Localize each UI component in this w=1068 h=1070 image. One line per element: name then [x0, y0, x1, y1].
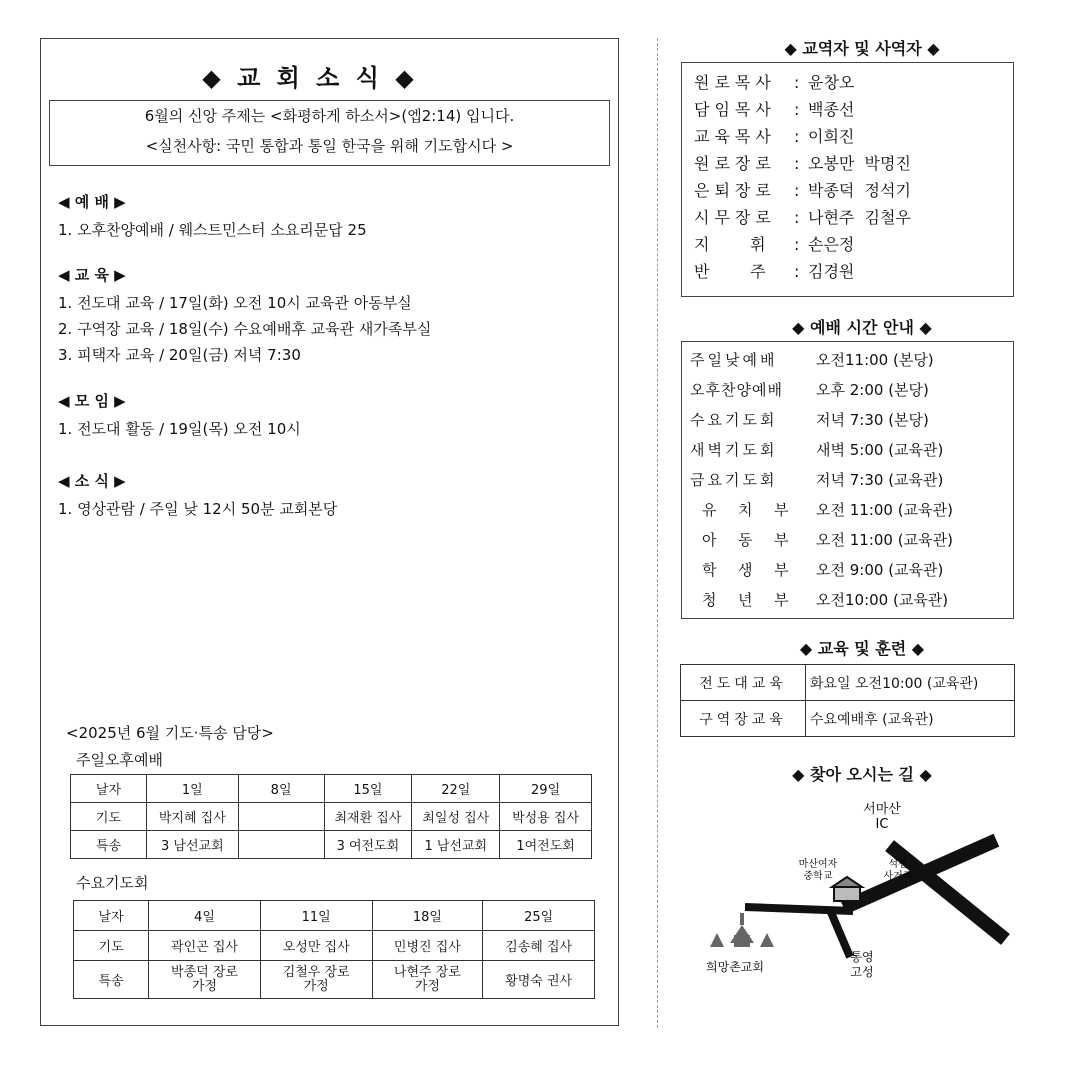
- table-cell: 22일: [412, 775, 500, 803]
- staff-row: [694, 150, 1013, 177]
- section-title-news: ◀ 소 식 ▶: [58, 472, 126, 490]
- table-cell: 1여전도회: [500, 831, 592, 859]
- table-cell: 18일: [372, 901, 483, 931]
- service-name: 금요기도회: [690, 470, 778, 489]
- table-row: [690, 404, 953, 434]
- staff-colon: :: [794, 262, 800, 281]
- service-name: 수요기도회: [690, 410, 778, 429]
- staff-role: 반 주: [694, 262, 766, 281]
- service-name: 유 치 부: [702, 500, 793, 519]
- sunday-label: 주일오후예배: [76, 751, 163, 769]
- map-label-south: 통영 고성: [850, 950, 874, 979]
- worship-times-title: ◆ 예배 시간 안내 ◆: [792, 318, 932, 337]
- section-title-meeting: ◀ 모 임 ▶: [58, 392, 126, 410]
- theme-line-2: <실천사항: 국민 통합과 통일 한국을 위해 기도합시다 >: [145, 137, 514, 155]
- staff-name: 박종덕 정석기: [808, 181, 911, 200]
- table-cell: 8일: [238, 775, 324, 803]
- service-time: 오전 11:00 (교육관): [816, 500, 953, 519]
- staff-role: 지 휘: [694, 235, 766, 254]
- table-cell: 박지혜 집사: [146, 803, 238, 831]
- table-cell: 민병진 집사: [372, 931, 483, 961]
- staff-row: [694, 123, 1013, 150]
- service-time: 오전11:00 (본당): [816, 350, 934, 369]
- staff-colon: :: [794, 235, 800, 254]
- table-cell: 김철우 장로 가정: [260, 961, 372, 999]
- table-cell: 최재환 집사: [324, 803, 412, 831]
- education-item-2: 2. 구역장 교육 / 18일(수) 수요예배후 교육관 새가족부실: [58, 320, 432, 338]
- worship-item-1: 1. 오후찬양예배 / 웨스트민스터 소요리문답 25: [58, 221, 367, 239]
- section-title-education: ◀ 교 육 ▶: [58, 266, 126, 284]
- table-cell: 날자: [71, 775, 147, 803]
- column-divider: [657, 38, 658, 1028]
- service-time: 오전 11:00 (교육관): [816, 530, 953, 549]
- staff-colon: :: [794, 208, 800, 227]
- table-row: [71, 775, 592, 803]
- education-item-3: 3. 피택자 교육 / 20일(금) 저녁 7:30: [58, 346, 301, 364]
- table-cell: 곽인곤 집사: [149, 931, 261, 961]
- table-cell: 김송혜 집사: [483, 931, 595, 961]
- staff-colon: :: [794, 127, 800, 146]
- sunday-duty-table: [70, 774, 592, 859]
- page-title: ◆ 교 회 소 식 ◆: [202, 64, 418, 92]
- table-row: [71, 831, 592, 859]
- directions-title: ◆ 찾아 오시는 길 ◆: [792, 765, 932, 784]
- table-cell: 기도: [74, 931, 149, 961]
- staff-role: 담임목사: [694, 100, 776, 119]
- road-west: [745, 907, 853, 911]
- table-row: [690, 434, 953, 464]
- service-time: 저녁 7:30 (본당): [816, 410, 929, 429]
- service-name: 오후찬양예배: [690, 380, 783, 399]
- directions-map: [690, 795, 1030, 995]
- staff-row: [694, 204, 1013, 231]
- table-cell: 25일: [483, 901, 595, 931]
- education-item-1: 1. 전도대 교육 / 17일(화) 오전 10시 교육관 아동부실: [58, 294, 412, 312]
- theme-box: [49, 100, 610, 166]
- staff-row: [694, 96, 1013, 123]
- table-row: [690, 524, 953, 554]
- section-title-worship: ◀ 예 배 ▶: [58, 193, 126, 211]
- staff-row: [694, 177, 1013, 204]
- service-name: 주일낮예배: [690, 350, 778, 369]
- table-cell: 박성용 집사: [500, 803, 592, 831]
- staff-role: 은퇴장로: [694, 181, 776, 200]
- map-label-church: 희망촌교회: [706, 960, 764, 974]
- table-cell: 1 남선교회: [412, 831, 500, 859]
- service-name: 새벽기도회: [690, 440, 778, 459]
- table-cell: 11일: [260, 901, 372, 931]
- service-time: 새벽 5:00 (교육관): [816, 440, 944, 459]
- table-row: [690, 464, 953, 494]
- staff-role: 시무장로: [694, 208, 776, 227]
- service-time: 오전 9:00 (교육관): [816, 560, 944, 579]
- staff-name: 손은정: [808, 235, 855, 254]
- worship-times-table: [690, 344, 953, 614]
- table-row: [690, 554, 953, 584]
- staff-row: [694, 231, 1013, 258]
- staff-row: [694, 69, 1013, 96]
- staff-name: 이희진: [808, 127, 855, 146]
- staff-name: 백종선: [808, 100, 855, 119]
- table-cell: 특송: [74, 961, 149, 999]
- table-row: [690, 584, 953, 614]
- staff-box: [681, 62, 1014, 297]
- staff-name: 윤창오: [808, 73, 855, 92]
- service-time: 저녁 7:30 (교육관): [816, 470, 944, 489]
- wednesday-duty-table: [73, 900, 595, 999]
- table-cell: 3 여전도회: [324, 831, 412, 859]
- service-time: 오전10:00 (교육관): [816, 590, 949, 609]
- table-cell: 나현주 장로 가정: [372, 961, 483, 999]
- staff-name: 나현주 김철우: [808, 208, 911, 227]
- staff-title: ◆ 교역자 및 사역자 ◆: [784, 39, 940, 58]
- map-label-crossroad: 석전 사거리: [883, 859, 913, 882]
- staff-colon: :: [794, 100, 800, 119]
- table-cell: 기도: [71, 803, 147, 831]
- meeting-item-1: 1. 전도대 활동 / 19일(목) 오전 10시: [58, 420, 301, 438]
- table-cell: 4일: [149, 901, 261, 931]
- staff-role: 원로목사: [694, 73, 776, 92]
- school-icon: [832, 877, 862, 901]
- training-name: 전도대교육: [681, 665, 806, 701]
- table-cell: 황명숙 권사: [483, 961, 595, 999]
- table-cell: [238, 831, 324, 859]
- service-name: 학 생 부: [702, 560, 793, 579]
- table-cell: 3 남선교회: [146, 831, 238, 859]
- staff-colon: :: [794, 73, 800, 92]
- training-title: ◆ 교육 및 훈련 ◆: [799, 639, 925, 658]
- table-cell: 오성만 집사: [260, 931, 372, 961]
- staff-role: 교육목사: [694, 127, 776, 146]
- training-table: [680, 664, 1015, 737]
- staff-colon: :: [794, 181, 800, 200]
- table-cell: 박종덕 장로 가정: [149, 961, 261, 999]
- table-row: [74, 901, 595, 931]
- church-icon: [710, 913, 774, 947]
- staff-name: 오봉만 박명진: [808, 154, 911, 173]
- table-row: [690, 344, 953, 374]
- staff-name: 김경원: [808, 262, 855, 281]
- table-row: [681, 665, 1015, 701]
- service-name: 아 동 부: [702, 530, 793, 549]
- theme-line-1: 6월의 신앙 주제는 <화평하게 하소서>(엡2:14) 입니다.: [144, 107, 515, 125]
- worship-times-box: [681, 341, 1014, 619]
- table-cell: 특송: [71, 831, 147, 859]
- table-cell: 최일성 집사: [412, 803, 500, 831]
- table-row: [690, 494, 953, 524]
- road-south: [830, 910, 850, 957]
- table-row: [71, 803, 592, 831]
- table-row: [681, 701, 1015, 737]
- table-cell: [238, 803, 324, 831]
- staff-colon: :: [794, 154, 800, 173]
- training-time: 수요예배후 (교육관): [806, 701, 1015, 737]
- table-cell: 날자: [74, 901, 149, 931]
- service-name: 청 년 부: [702, 590, 793, 609]
- table-row: [74, 931, 595, 961]
- table-row: [74, 961, 595, 999]
- staff-row: [694, 258, 1013, 285]
- map-label-ic: 서마산 IC: [863, 802, 901, 832]
- map-label-school: 마산여자 중학교: [798, 859, 838, 882]
- table-cell: 15일: [324, 775, 412, 803]
- table-cell: 1일: [146, 775, 238, 803]
- service-time: 오후 2:00 (본당): [816, 380, 929, 399]
- table-cell: 29일: [500, 775, 592, 803]
- training-time: 화요일 오전10:00 (교육관): [806, 665, 1015, 701]
- news-item-1: 1. 영상관람 / 주일 낮 12시 50분 교회본당: [58, 500, 338, 518]
- table-row: [690, 374, 953, 404]
- duty-title: <2025년 6월 기도·특송 담당>: [66, 724, 274, 742]
- wednesday-label: 수요기도회: [76, 874, 149, 892]
- training-name: 구역장교육: [681, 701, 806, 737]
- staff-role: 원로장로: [694, 154, 776, 173]
